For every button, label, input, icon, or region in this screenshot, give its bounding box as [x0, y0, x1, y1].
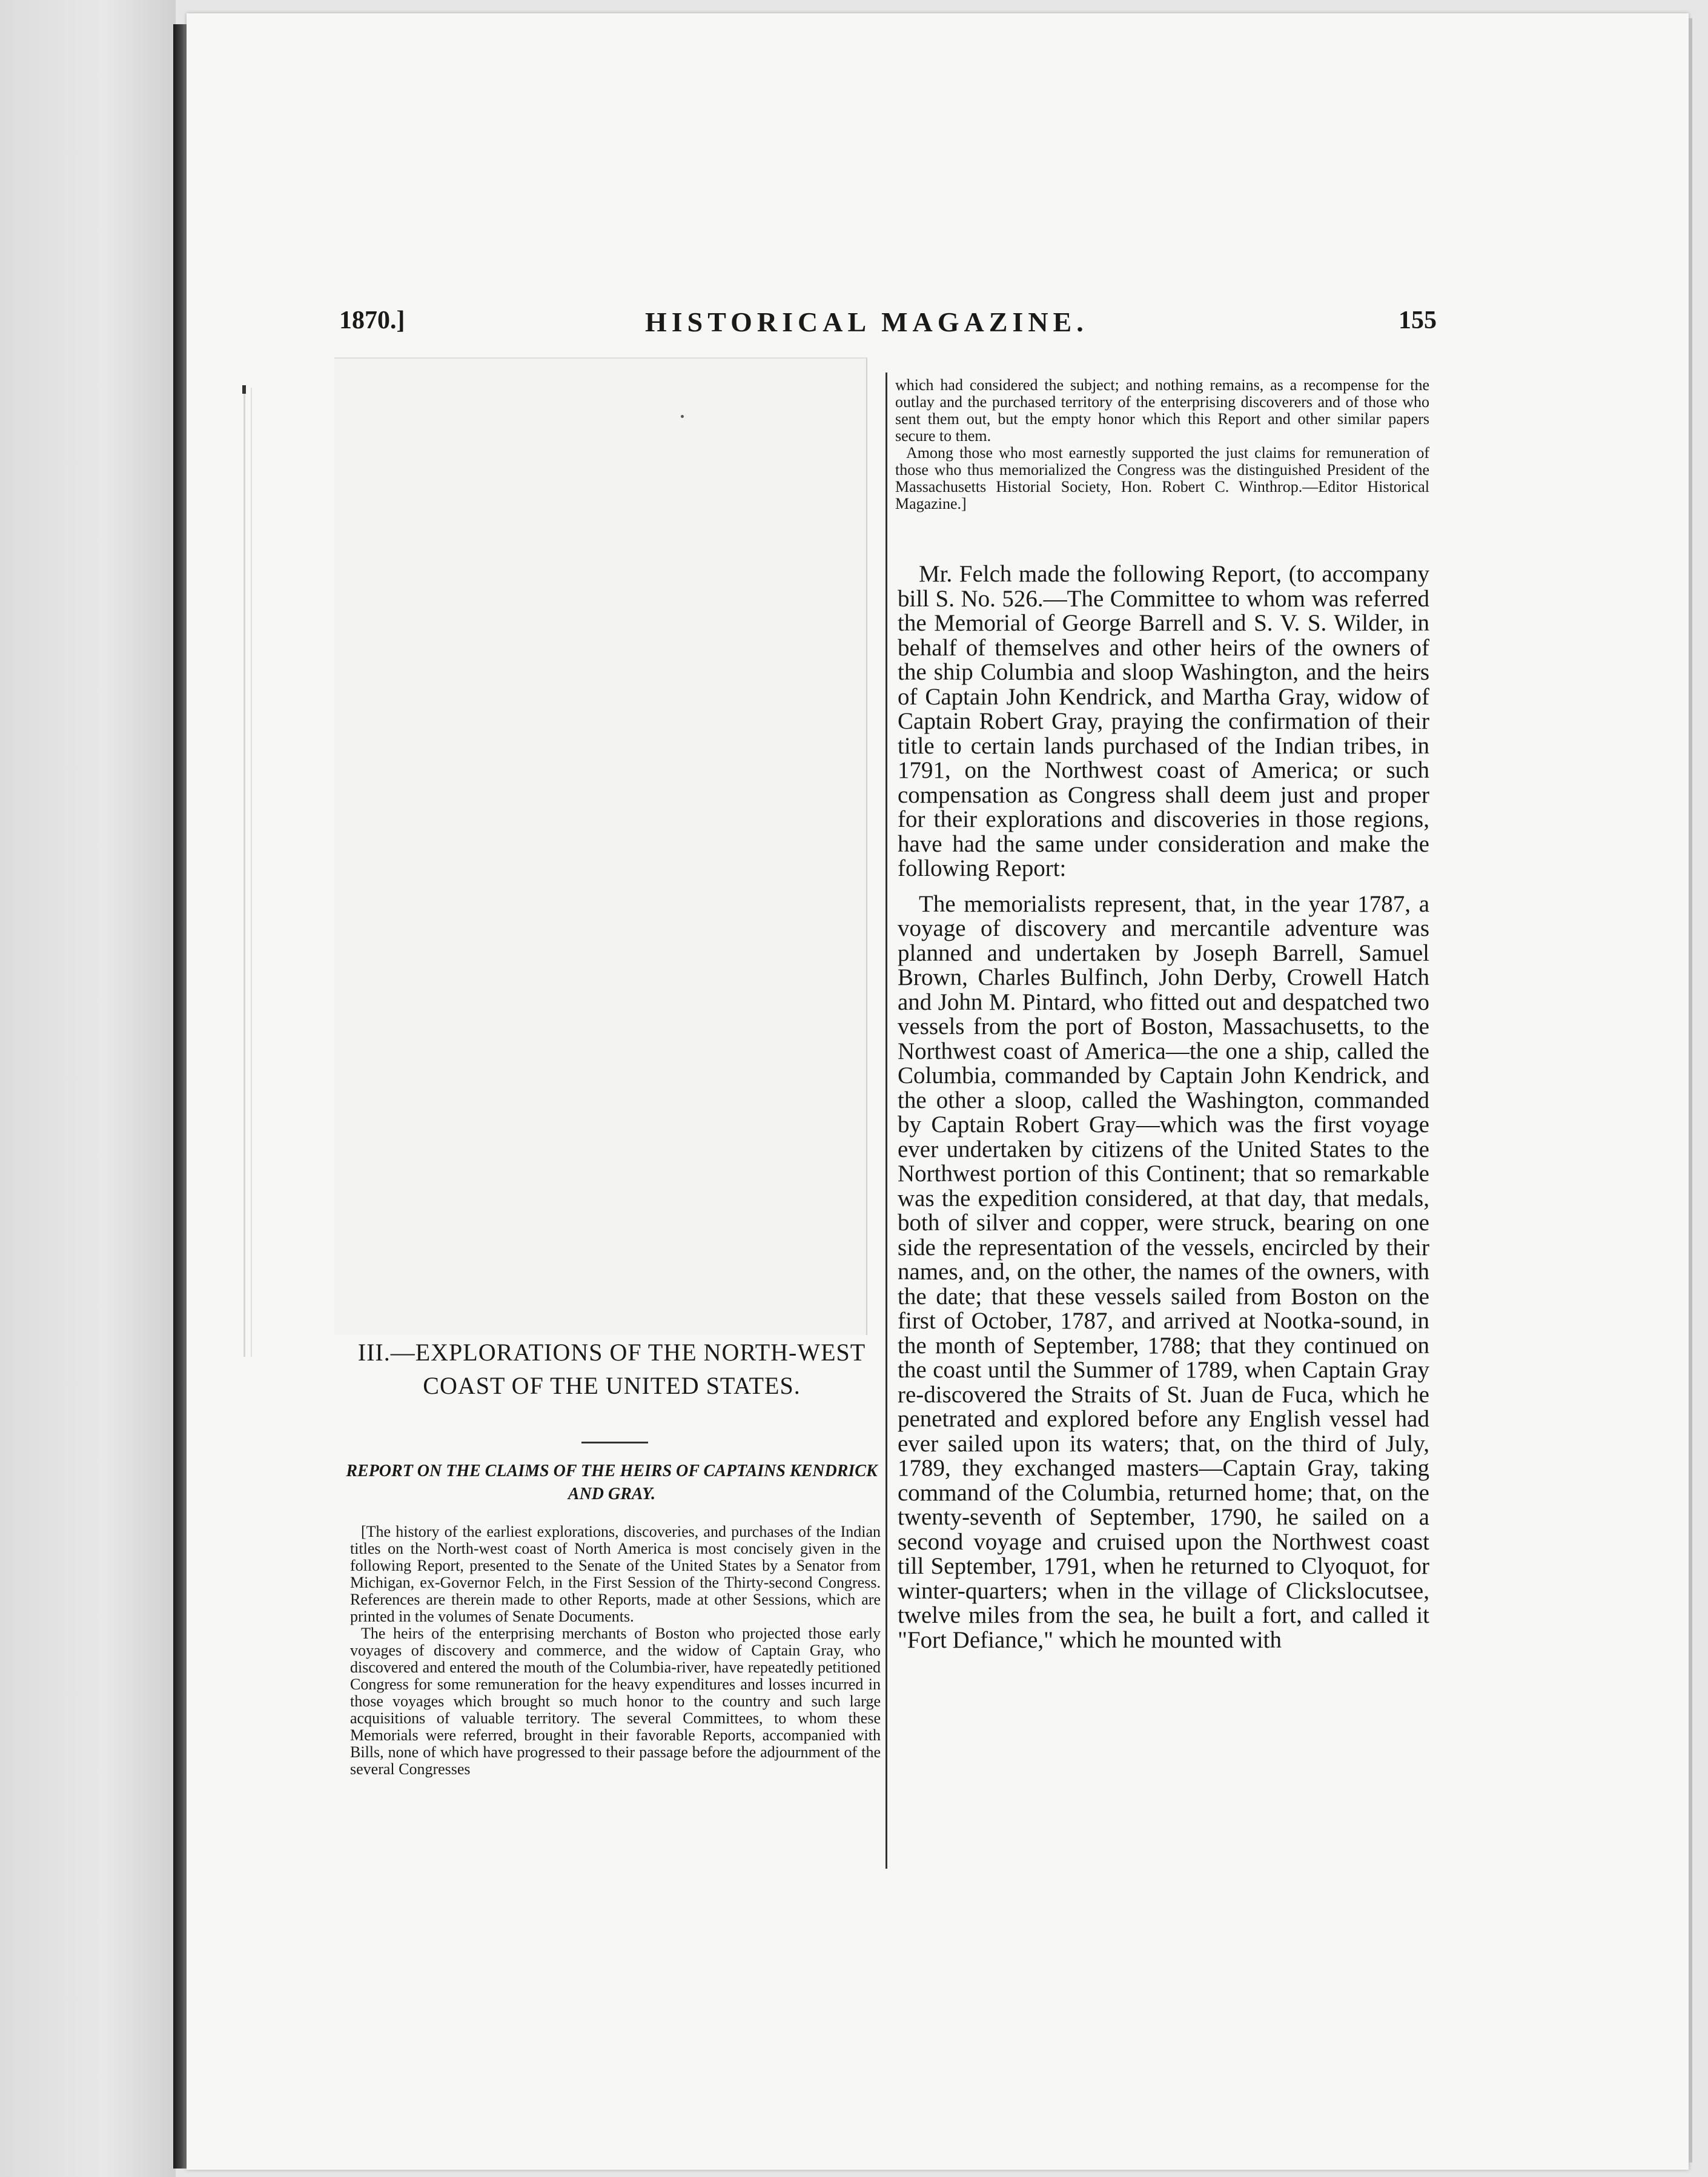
- report-body: [898, 562, 1429, 1663]
- report-paragraph: Mr. Felch made the following Report, (to accompany bill S. No. 526.—The Committee to whom was referred the Memorial of George Barrell and S. V. S. Wilder, in behalf of themselves and other heirs of the owners of the ship Columbia and sloop Washington, and the heirs of Captain John Kendrick, and Martha Gray, widow of Captain Robert Gray, praying the confirmation of their title to certain lands purchased of the Indian tribes, in 1791, on the Northwest coast of America; or such compensation as Congress shall deem just and proper for their explorations and discoveries in those regions, have had the same under consideration and make the following Report:: [898, 561, 1429, 881]
- page-number: 155: [1399, 307, 1437, 334]
- column-divider: [885, 373, 887, 1869]
- margin-fold-line: [243, 388, 245, 1357]
- editor-note-left: [350, 1523, 881, 1778]
- editor-note-right: [895, 377, 1429, 512]
- editor-note-paragraph: The heirs of the enterprising merchants of Boston who projected those early voyages of discovery and commerce, and the widow of Captain Gray, who discovered and entered the mouth of the Columbia-river, have repeatedly petitioned Congress for some remuneration for the heavy expenditures and losses incurred in those voyages which brought so much honor to the country and such large acquisitions of valuable territory. The several Committees, to whom these Memorials were referred, brought in their favorable Reports, accompanied with Bills, none of which have progressed to their passage before the adjournment of the several Congresses: [350, 1625, 881, 1778]
- editor-note-paragraph: Among those who most earnestly supported the just claims for remuneration of those who thus memorialized the Congress was the distinguished President of the Massachusetts Historial Society, Hon. Robert C. Winthrop.—Editor Historical Magazine.]: [895, 444, 1429, 512]
- book-spine-shadow: [173, 24, 187, 2169]
- running-head-year: 1870.]: [339, 307, 405, 334]
- report-paragraph: The memorialists represent, that, in the year 1787, a voyage of discovery and mercantile adventure was planned and undertaken by Joseph Barrell, Samuel Brown, Charles Bulfinch, John Derby, Crowell Hatch and John M. Pintard, who fitted out and despatched two vessels from the port of Boston, Massachusetts, to the Northwest coast of America—the one a ship, called the Columbia, commanded by Captain John Kendrick, and the other a sloop, called the Washington, commanded by Captain Robert Gray—which was the first voyage ever undertaken by citizens of the United States to the Northwest portion of this Continent; that so remarkable was the expedition considered, at that day, that medals, both of silver and copper, were struck, bearing on one side the representation of the vessels, encircled by their names, and, on the other, the names of the owners, with the date; that these vessels sailed from Boston on the first of October, 1787, and arrived at Nootka-sound, in the month of September, 1788; that they continued on the coast until the Summer of 1789, when Captain Gray re-discovered the Straits of St. Juan de Fuca, which he penetrated and explored before any English vessel had ever sailed upon its waters; that, on the third of July, 1789, they exchanged masters—Captain Gray, taking command of the Columbia, returned home; that, on the twenty-seventh of September, 1790, he sailed on a second voyage and cruised upon the Northwest coast till September, 1791, when he returned to Clyoquot, for winter-quarters; when in the village of Clickslocutsee, twelve miles from the sea, he built a fort, and called it "Fort Defiance," which he mounted with: [898, 890, 1429, 1653]
- page-edge: [1689, 18, 1692, 2162]
- margin-fold-line: [251, 388, 252, 1357]
- running-head-title: HISTORICAL MAGAZINE.: [645, 307, 1088, 337]
- running-head: [339, 306, 1437, 342]
- margin-mark: [242, 385, 246, 394]
- section-heading: III.—EXPLORATIONS OF THE NORTH-WEST COAST OF THE UNITED STATES.: [357, 1339, 866, 1399]
- section-rule: [581, 1442, 648, 1443]
- scan-left-margin: [0, 0, 176, 2177]
- editor-note-paragraph: [The history of the earliest explorations, discoveries, and purchases of the Indian titles on the North-west coast of North America is most concisely given in the following Report, presented to the Senate of the United States by a Senator from Michigan, ex-Governor Felch, in the First Session of the Thirty-second Congress. References are therein made to other Reports, made at other Sessions, which are printed in the volumes of Senate Documents.: [350, 1523, 881, 1625]
- ink-speck: [681, 415, 684, 418]
- blank-paste-area: [334, 357, 867, 1335]
- editor-note-paragraph: which had considered the subject; and nothing remains, as a recompense for the outlay and the purchased territory of the enterprising discoverers and of those who sent them out, but the empty honor which this Report and other similar papers secure to them.: [895, 376, 1429, 445]
- report-subheading: REPORT ON THE CLAIMS OF THE HEIRS OF CAPTAINS KENDRICK AND GRAY.: [346, 1462, 878, 1503]
